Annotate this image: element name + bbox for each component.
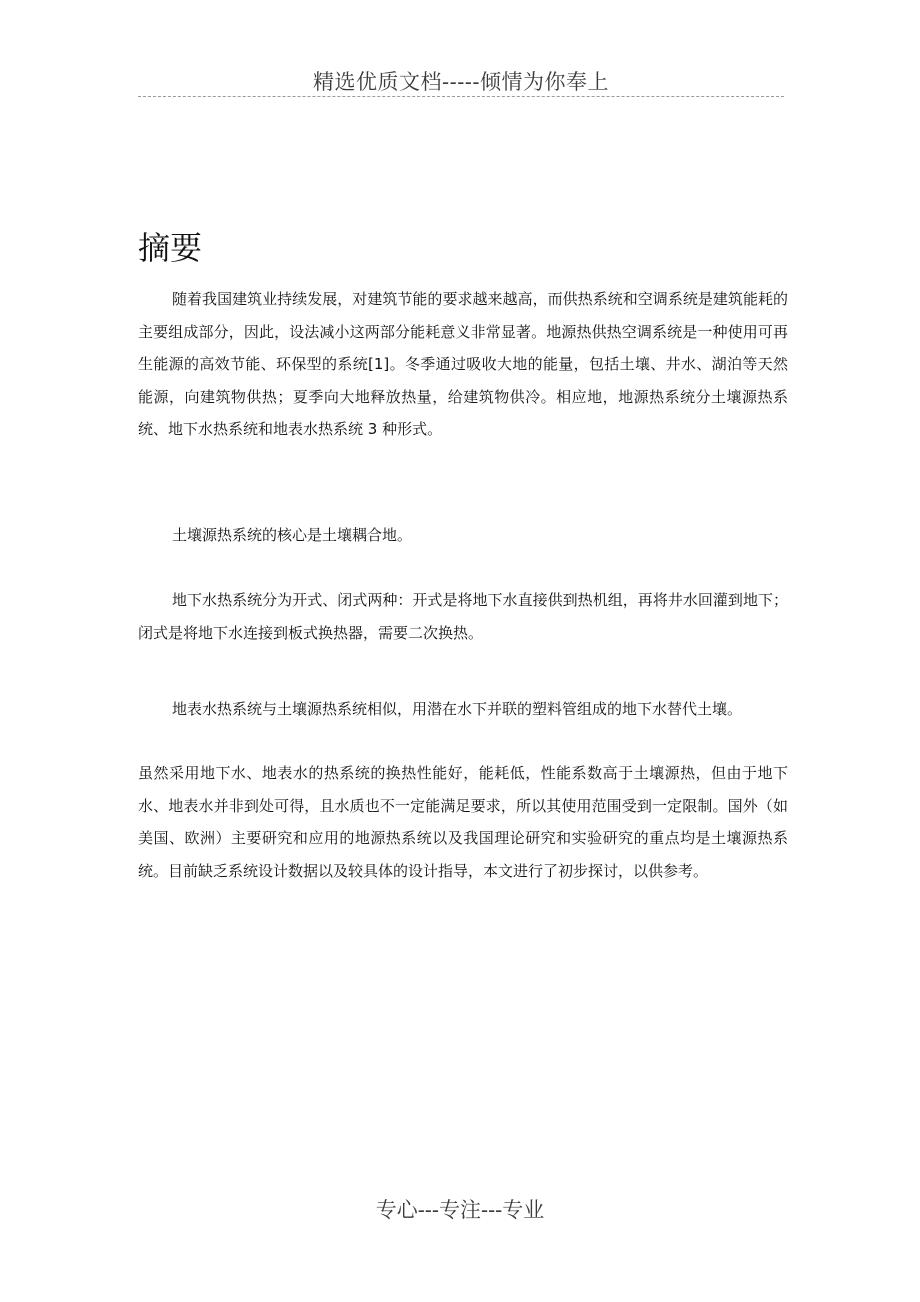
paragraph-soil-source: 土壤源热系统的核心是土壤耦合地。 [172, 526, 413, 544]
paragraph-intro: 随着我国建筑业持续发展，对建筑节能的要求越来越高，而供热系统和空调系统是建筑能耗的主要组成部分，因此，设法减小这两部分能耗意义非常显著。地源热供热空调系统是一种使用可再生能源的高效节能、环保型的系统[1]。冬季通过吸收大地的能量，包括土壤、井水、湖泊等天然能源，向建筑物供热；夏季向大地释放热量，给建筑物供冷。相应地，地源热系统分土壤源热系统、地下水热系统和地表水热系统 3 种形式。 [138, 290, 788, 438]
paragraph-groundwater: 地下水热系统分为开式、闭式两种：开式是将地下水直接供到热机组，再将井水回灌到地下；闭式是将地下水连接到板式换热器，需要二次换热。 [138, 591, 788, 642]
paragraph-surface-water: 地表水热系统与土壤源热系统相似，用潜在水下并联的塑料管组成的地下水替代土壤。 [172, 700, 743, 718]
header-divider [138, 96, 784, 97]
document-title: 摘要 [138, 229, 203, 267]
page-header: 精选优质文档-----倾情为你奉上 [313, 70, 609, 94]
page-footer: 专心---专注---专业 [375, 1198, 545, 1222]
paragraph-conclusion: 虽然采用地下水、地表水的热系统的换热性能好，能耗低，性能系数高于土壤源热，但由于地下水、地表水并非到处可得，且水质也不一定能满足要求，所以其使用范围受到一定限制。国外（如美国、欧洲）主要研究和应用的地源热系统以及我国理论研究和实验研究的重点均是土壤源热系统。目前缺乏系统设计数据以及较具体的设计指导，本文进行了初步探讨，以供参考。 [138, 764, 788, 880]
